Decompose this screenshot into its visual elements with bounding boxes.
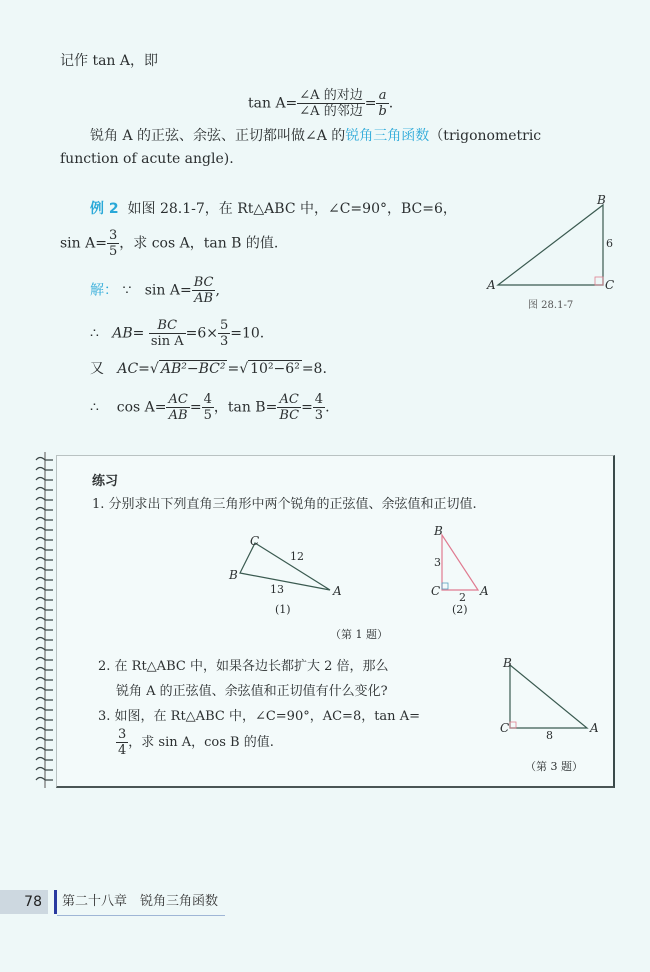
denominator: AB [194,291,214,306]
denominator: 3 [219,334,229,349]
solution-step-4 [90,392,330,423]
figure-caption: 图 28.1-7 [528,300,574,311]
exercise-q2-line1: 2. 在 Rt△ABC 中，如果各边长都扩大 2 倍，那么 [98,659,389,674]
page-number: 78 [0,890,48,914]
definition-english: （trigonometric [429,128,542,144]
fig2-vertex-b: B [434,524,443,538]
example-statement-line2 [60,228,278,259]
text: =6× [185,325,218,342]
numerator: AC [277,392,301,408]
fraction [297,88,364,119]
fig3-side-ca: 8 [546,729,553,742]
because-symbol: ∵ [122,282,132,299]
denominator: 5 [203,408,212,423]
definition-paragraph [90,127,541,145]
denominator: 5 [108,244,118,259]
example-label: 例 2 [90,201,119,217]
denominator: AB [168,408,188,423]
text: =10. [230,325,265,342]
exercise-title: 练习 [92,474,119,489]
fraction [166,392,189,423]
example-statement [90,200,457,218]
tan-definition-formula [248,88,393,119]
text: =√ [227,361,249,377]
period: . [388,95,394,112]
equals: = [189,399,202,416]
exercise-figure-3-triangle [505,660,595,730]
chapter-title: 第二十八章 锐角三角函数 [62,894,219,909]
denominator: ∠A 的邻边 [299,104,363,119]
vertex-label-b: B [597,193,606,207]
numerator: AC [168,392,188,407]
fig1-vertex-b: B [229,568,238,582]
side-label-bc: 6 [606,237,613,250]
spiral-binding-icon [33,452,55,788]
formula-lhs: tan A= [248,95,298,112]
fig1-vertex-a: A [333,584,342,598]
text: ，求 cos A，tan B 的值. [119,235,279,252]
vertex-label-a: A [487,278,496,292]
text: , [215,282,220,299]
definition-text: 锐角 A 的正弦、余弦、正切都叫做∠A 的 [90,128,346,144]
numerator: 3 [118,727,127,742]
text: cos A= [116,399,167,416]
fraction [107,228,119,259]
fig3-vertex-a: A [590,721,599,735]
also-label: 又 [90,361,104,377]
numerator: 3 [108,228,118,243]
q1-figure-caption: （第 1 题） [330,628,388,641]
denominator: b [378,104,387,119]
example-text: 如图 28.1-7，在 Rt△ABC 中，∠C=90°，BC=6， [127,201,457,217]
text: =8. [301,361,327,377]
radicand: 10²−6² [250,361,300,377]
numerator: 4 [203,392,212,407]
denominator: 3 [314,408,324,423]
denominator: sin A [150,334,184,349]
fraction [277,392,301,423]
exercise-q3-line2 [116,727,274,758]
fraction-ab [376,88,388,119]
numerator: 5 [219,318,229,333]
numerator: ∠A 的对边 [299,88,363,103]
fraction [192,275,216,306]
text: ，tan B= [213,399,278,416]
text: ，求 sin A，cos B 的值. [128,735,274,750]
solution-label: 解： [90,282,118,299]
fig2-caption: (2) [452,603,468,616]
fig1-side-ca: 12 [290,550,304,563]
fraction [149,318,186,349]
fraction [202,392,214,423]
equals: = [364,95,377,112]
fig1-vertex-c: C [250,534,260,548]
exercise-q3-line1: 3. 如图，在 Rt△ABC 中，∠C=90°，AC=8，tan A= [98,709,420,724]
q3-figure-caption: （第 3 题） [525,760,583,773]
fig2-side-bc: 3 [434,556,441,569]
numerator: BC [149,318,186,334]
figure-28-1-7-triangle [488,195,618,295]
solution-step-3 [90,360,327,378]
fraction [116,727,128,758]
key-term: 锐角三角函数 [345,128,430,144]
footer-underline [57,915,225,916]
fraction [218,318,230,349]
fig3-vertex-b: B [503,656,512,670]
therefore-symbol: ∴ [90,399,99,416]
text: AB= [112,325,145,342]
radicand: AB²−BC² [160,361,226,377]
fig3-vertex-c: C [500,721,510,735]
exercise-figure-1-triangle [230,535,340,595]
definition-english-cont: function of acute angle). [60,151,234,167]
exercise-q1: 1. 分别求出下列直角三角形中两个锐角的正弦值、余弦值和正切值. [92,497,477,512]
intro-line: 记作 tan A，即 [60,53,158,69]
fig2-side-ca: 2 [459,591,466,604]
equals: = [301,399,313,416]
solution-step-1 [90,275,220,306]
fraction [313,392,325,423]
numerator: a [376,88,388,104]
numerator: BC [193,275,214,290]
text: . [325,399,330,416]
therefore-symbol: ∴ [90,325,99,342]
fig1-side-ba: 13 [270,583,284,596]
denominator: BC [279,408,300,423]
fig1-caption: (1) [275,603,291,616]
footer-divider [54,890,57,914]
exercise-q2-line2: 锐角 A 的正弦值、余弦值和正切值有什么变化? [116,684,388,699]
text: AC=√ [117,361,159,377]
text: sin A= [60,235,107,252]
text: sin A= [144,282,192,299]
numerator: 4 [314,392,324,407]
fig2-vertex-a: A [480,584,489,598]
vertex-label-c: C [605,278,615,292]
solution-step-2 [90,318,264,349]
denominator: 4 [118,743,127,758]
fig2-vertex-c: C [431,584,441,598]
